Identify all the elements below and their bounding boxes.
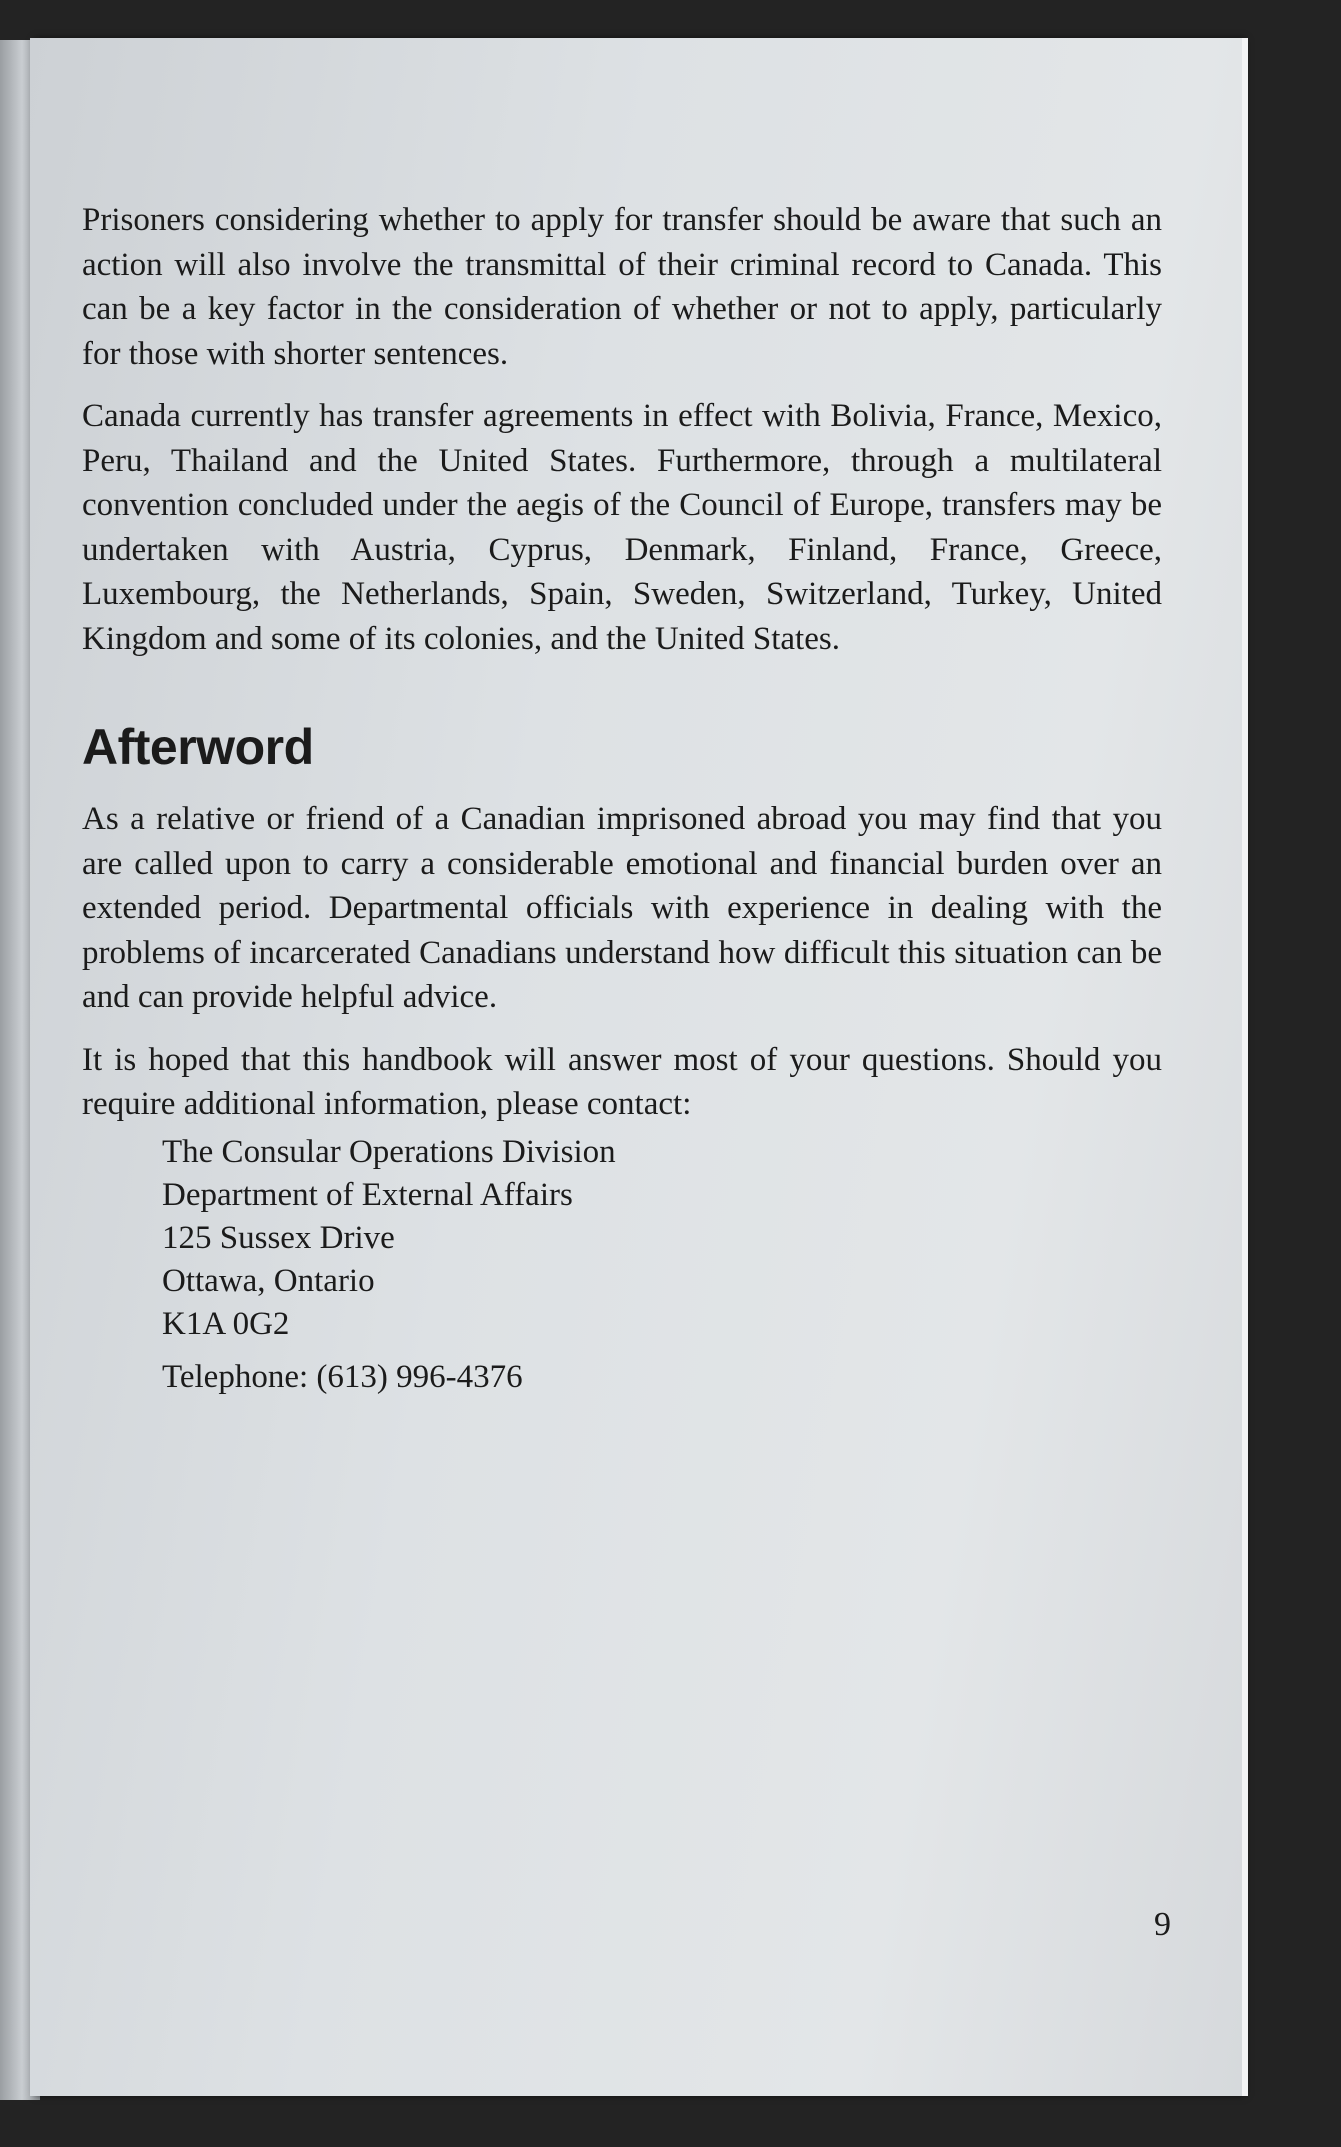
- paragraph-afterword-contact: It is hoped that this handbook will answer most of your questions. Should you require additional information, please contact:: [82, 1041, 1162, 1122]
- address-line: K1A 0G2: [162, 1305, 290, 1342]
- address-line: The Consular Operations Division: [162, 1133, 616, 1170]
- paragraph-transfer-agreements: Canada currently has transfer agreements in effect with Bolivia, France, Mexico, Peru, Thailand and the United States. Furthermore, through a multilateral convention concluded under the aegis of the Council of Europe, transfers may be undertaken with Austria, Cyprus, Denmark, Finland, France, Greece, Luxembourg, the Netherlands, Spain, Sweden, Switzerland, Turkey, United Kingdom and some of its colonies, and the United States.: [82, 398, 1162, 657]
- address-line: Ottawa, Ontario: [162, 1262, 375, 1299]
- page-edge: [1242, 38, 1248, 2096]
- contact-address: [162, 1131, 1162, 1399]
- paragraph-afterword-burden: As a relative or friend of a Canadian imprisoned abroad you may find that you are called upon to carry a considerable emotional and financial burden over an extended period. Departmental officials with experience in dealing with the problems of incarcerated Canadians understand how difficult this situation can be and can provide helpful advice.: [82, 801, 1162, 1015]
- page-number: 9: [1154, 1906, 1171, 1943]
- paragraph-transfer-awareness: Prisoners considering whether to apply for transfer should be aware that such an action will also involve the transmittal of their criminal record to Canada. This can be a key factor in the consideration of whether or not to apply, particularly for those with shorter sentences.: [82, 202, 1162, 372]
- address-line: Department of External Affairs: [162, 1176, 573, 1213]
- address-line: 125 Sussex Drive: [162, 1219, 395, 1256]
- telephone-line: Telephone: (613) 996-4376: [162, 1358, 523, 1395]
- book-page: [30, 38, 1242, 2096]
- afterword-heading: Afterword: [82, 719, 314, 775]
- page-content: [82, 198, 1162, 1399]
